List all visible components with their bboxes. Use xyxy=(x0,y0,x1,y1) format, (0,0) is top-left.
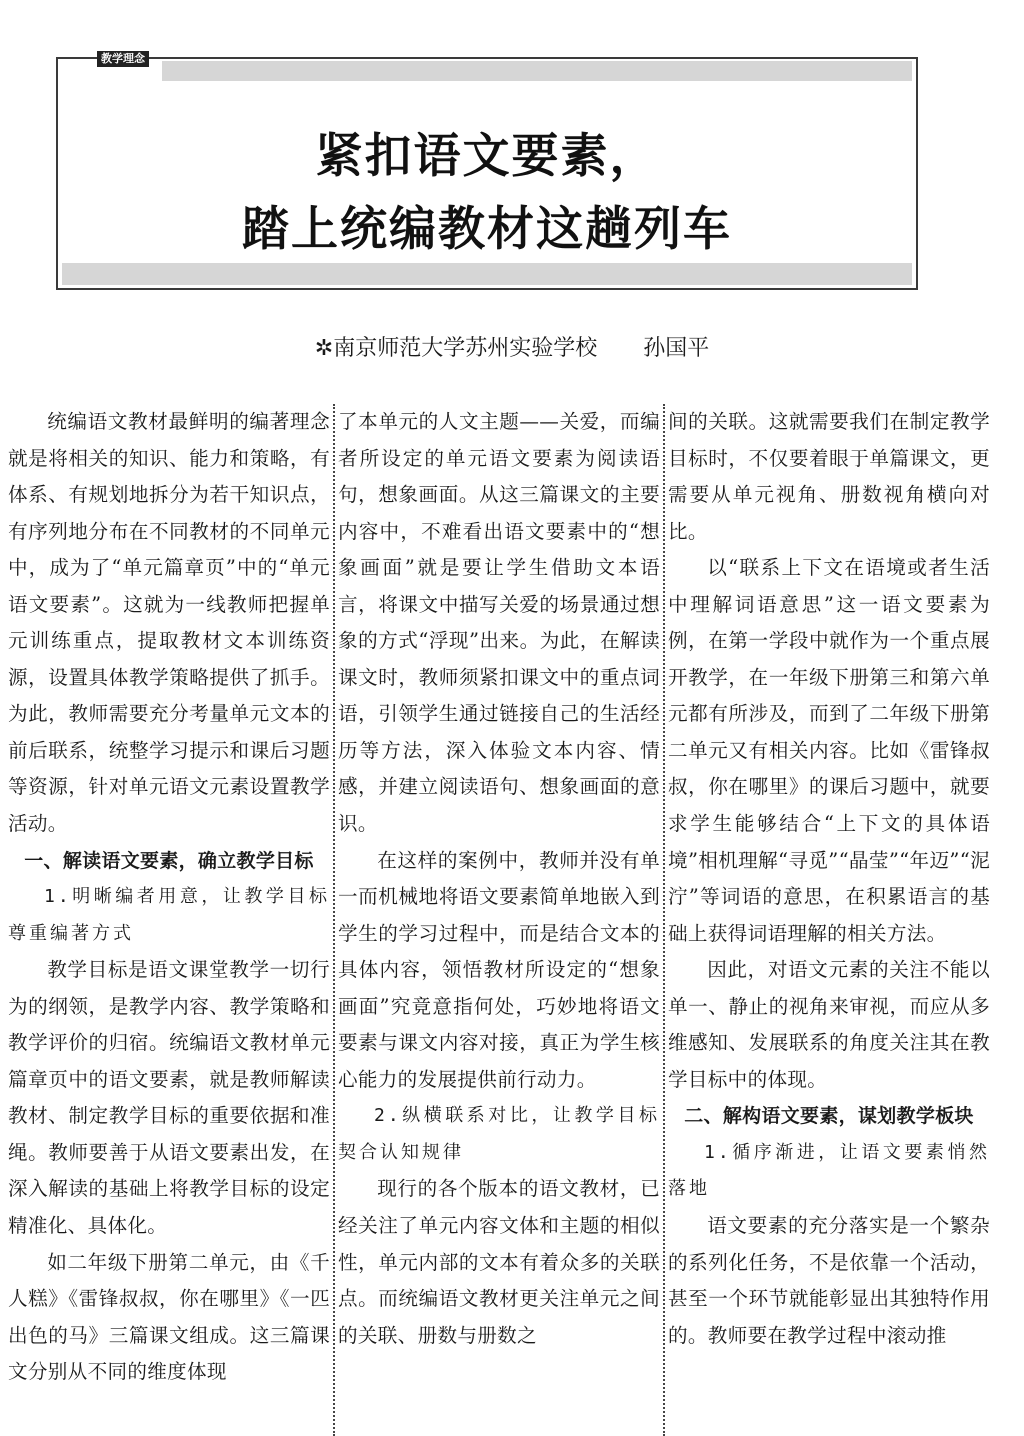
column-divider-1 xyxy=(333,404,335,1436)
subsection-heading: 1.明晰编者用意，让教学目标尊重编著方式 xyxy=(8,886,330,944)
paragraph-continued: 间的关联。这就需要我们在制定教学目标时，不仅要着眼于单篇课文，更需要从单元视角、册数视角横向对比。 xyxy=(668,410,990,543)
subsection-heading: 1.循序渐进，让语文要素悄然落地 xyxy=(668,1141,990,1200)
paragraph: 以“联系上下文在语境或者生活中理解词语意思”这一语文要素为例，在第一学段中就作为一个重点展开教学，在一年级下册第三和第六单元都有所涉及，而到了二年级下册第二单元又有相关内容。比如《雷锋叔叔，你在哪里》的课后习题中，就要求学生能够结合“上下文的具体语境”相机理解“寻觅”“晶莹”“年迈”“泥泞”等词语的意思，在积累语言的基础上获得词语理解的相关方法。 xyxy=(668,556,990,945)
section-heading: 一、解读语文要素，确立教学目标 xyxy=(24,849,314,872)
paragraph: 如二年级下册第二单元，由《千人糕》《雷锋叔叔，你在哪里》《一匹出色的马》三篇课文组成。这三篇课文分别从不同的维度体现 xyxy=(8,1250,330,1384)
article-title-line-1: 紧扣语文要素， xyxy=(315,129,659,184)
paragraph: 因此，对语文元素的关注不能以单一、静止的视角来审视，而应从多维感知、发展联系的角度关注其在教学目标中的体现。 xyxy=(668,958,990,1091)
section-heading: 二、解构语文要素，谋划教学板块 xyxy=(684,1105,974,1128)
paragraph: 现行的各个版本的语文教材，已经关注了单元内容文体和主题的相似性，单元内部的文本有着众多的关联点。而统编语文教材更关注单元之间的关联、册数与册数之 xyxy=(338,1177,660,1347)
paragraph: 统编语文教材最鲜明的编著理念就是将相关的知识、能力和策略，有体系、有规划地拆分为若干知识点，有序列地分布在不同教材的不同单元中，成为了“单元篇章页”中的“单元语文要素”。这就为一线教师把握单元训练重点，提取教材文本训练资源，设置具体教学策略提供了抓手。为此，教师需要充分考量单元文本的前后联系，统整学习提示和课后习题等资源，针对单元语文元素设置教学活动。 xyxy=(8,410,330,836)
paragraph: 语文要素的充分落实是一个繁杂的系列化任务，不是依靠一个活动，甚至一个环节就能彰显出其独特作用的。教师要在教学过程中滚动推 xyxy=(668,1214,990,1347)
subsection-heading: 2.纵横联系对比，让教学目标契合认知规律 xyxy=(338,1105,660,1163)
paragraph: 在这样的案例中，教师并没有单一而机械地将语文要素简单地嵌入到学生的学习过程中，而是结合文本的具体内容，领悟教材所设定的“想象画面”究竟意指何处，巧妙地将语文要素与课文内容对接，真正为学生核心能力的发展提供前行动力。 xyxy=(338,848,660,1091)
author-school: 南京师范大学苏州实验学校 xyxy=(333,336,598,361)
byline xyxy=(0,331,1024,362)
paragraph: 教学目标是语文课堂教学一切行为的纲领，是教学内容、教学策略和教学评价的归宿。统编语文教材单元篇章页中的语文要素，就是教师解读教材、制定教学目标的重要依据和准绳。教师要善于从语文要素出发，在深入解读的基础上将教学目标的设定精准化、具体化。 xyxy=(8,958,330,1238)
text-column-2 xyxy=(338,404,660,1436)
text-column-1 xyxy=(8,404,330,1436)
author-name: 孙国平 xyxy=(643,336,710,361)
column-divider-2 xyxy=(663,404,665,1436)
title-box-top-band xyxy=(162,61,912,81)
article-title-line-2: 踏上统编教材这趟列车 xyxy=(242,202,732,257)
text-column-3 xyxy=(668,404,990,1436)
title-box xyxy=(56,57,918,290)
byline-marker-icon: ✲ xyxy=(314,336,334,361)
title-box-bottom-band xyxy=(62,263,912,285)
section-tag: 教学理念 xyxy=(97,51,149,67)
paragraph-continued: 了本单元的人文主题——关爱，而编者所设定的单元语文要素为阅读语句，想象画面。从这三篇课文的主要内容中，不难看出语文要素中的“想象画面”就是要让学生借助文本语言，将课文中描写关爱的场景通过想象的方式“浮现”出来。为此，在解读课文时，教师须紧扣课文中的重点词语，引领学生通过链接自己的生活经历等方法，深入体验文本内容、情感，并建立阅读语句、想象画面的意识。 xyxy=(338,410,660,836)
